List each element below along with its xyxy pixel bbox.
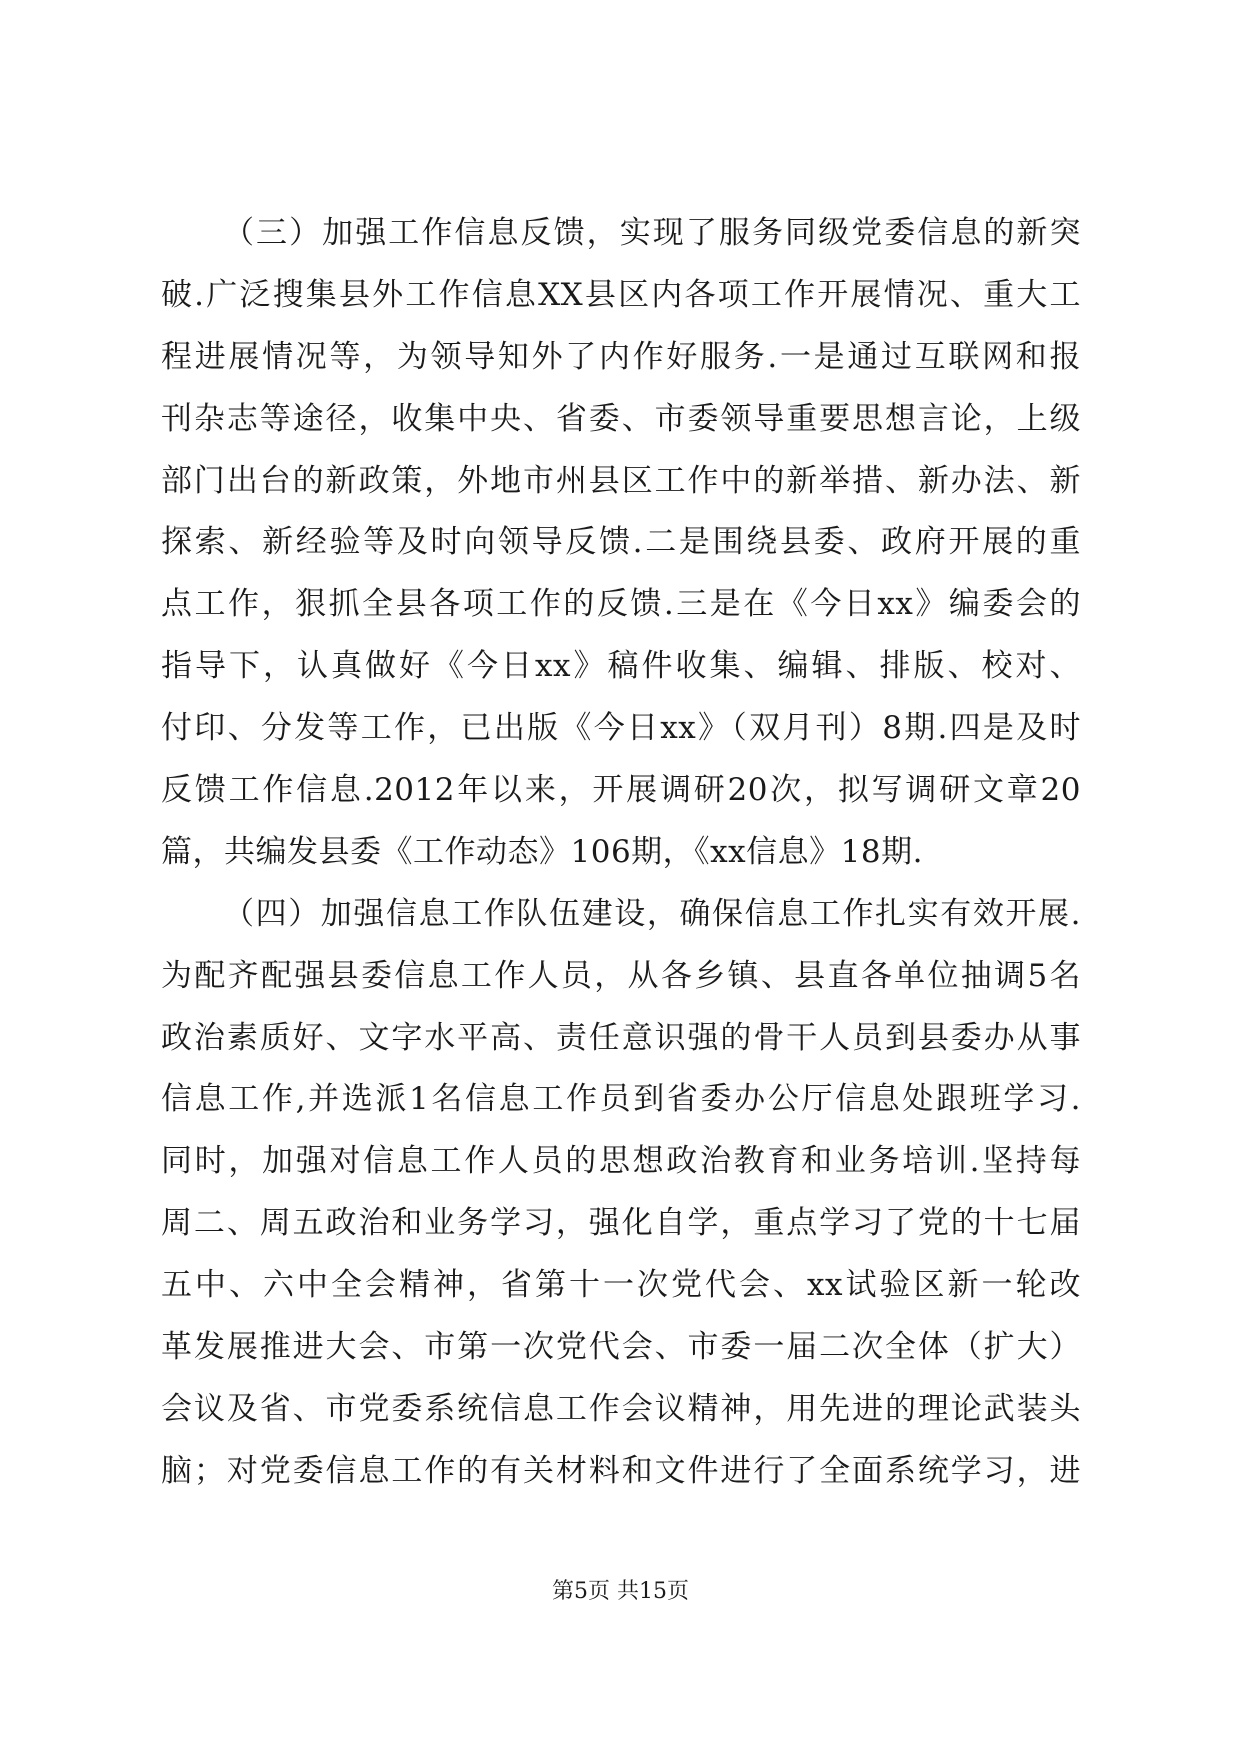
paragraph-4-line-1: （四）加强信息工作队伍建设，确保信息工作扎实有效开展. xyxy=(223,895,1081,932)
paragraph-3-line-5: 部门出台的新政策，外地市州县区工作中的新举措、新办法、新 xyxy=(161,462,1081,499)
paragraph-4-line-9: 会议及省、市党委系统信息工作会议精神，用先进的理论武装头 xyxy=(161,1390,1081,1427)
paragraph-4-line-10: 脑；对党委信息工作的有关材料和文件进行了全面系统学习，进 xyxy=(161,1452,1081,1489)
paragraph-4-line-8: 革发展推进大会、市第一次党代会、市委一届二次全体（扩大） xyxy=(161,1329,1081,1366)
paragraph-3-line-2: 破.广泛搜集县外工作信息XX县区内各项工作开展情况、重大工 xyxy=(161,276,1081,313)
paragraph-3-line-4: 刊杂志等途径，收集中央、省委、市委领导重要思想言论，上级 xyxy=(161,400,1081,437)
paragraph-4-line-3: 政治素质好、文字水平高、责任意识强的骨干人员到县委办从事 xyxy=(161,1019,1081,1056)
paragraph-4-line-4: 信息工作,并选派1名信息工作员到省委办公厅信息处跟班学习. xyxy=(161,1081,1081,1118)
paragraph-4-line-6: 周二、周五政治和业务学习，强化自学，重点学习了党的十七届 xyxy=(161,1205,1081,1242)
document-body xyxy=(161,203,1081,1503)
page-number-footer: 第5页 共15页 xyxy=(552,1579,689,1604)
paragraph-3-line-6: 探索、新经验等及时向领导反馈.二是围绕县委、政府开展的重 xyxy=(161,524,1081,561)
paragraph-3-line-3: 程进展情况等，为领导知外了内作好服务.一是通过互联网和报 xyxy=(161,338,1081,375)
paragraph-3-line-9: 付印、分发等工作，已出版《今日xx》（双月刊）8期.四是及时 xyxy=(161,710,1081,747)
paragraph-3-line-10: 反馈工作信息.2012年以来，开展调研20次，拟写调研文章20 xyxy=(161,772,1081,809)
paragraph-3-line-1: （三）加强工作信息反馈，实现了服务同级党委信息的新突 xyxy=(223,215,1081,251)
paragraph-4-line-7: 五中、六中全会精神，省第十一次党代会、xx试验区新一轮改 xyxy=(161,1267,1081,1304)
paragraph-4-line-5: 同时，加强对信息工作人员的思想政治教育和业务培训.坚持每 xyxy=(161,1143,1081,1180)
paragraph-4-line-2: 为配齐配强县委信息工作人员，从各乡镇、县直各单位抽调5名 xyxy=(161,957,1081,994)
paragraph-3-line-8: 指导下，认真做好《今日xx》稿件收集、编辑、排版、校对、 xyxy=(161,648,1081,685)
paragraph-3-line-11: 篇，共编发县委《工作动态》106期，《xx信息》18期. xyxy=(161,833,923,870)
paragraph-3-line-7: 点工作，狠抓全县各项工作的反馈.三是在《今日xx》编委会的 xyxy=(161,586,1081,623)
